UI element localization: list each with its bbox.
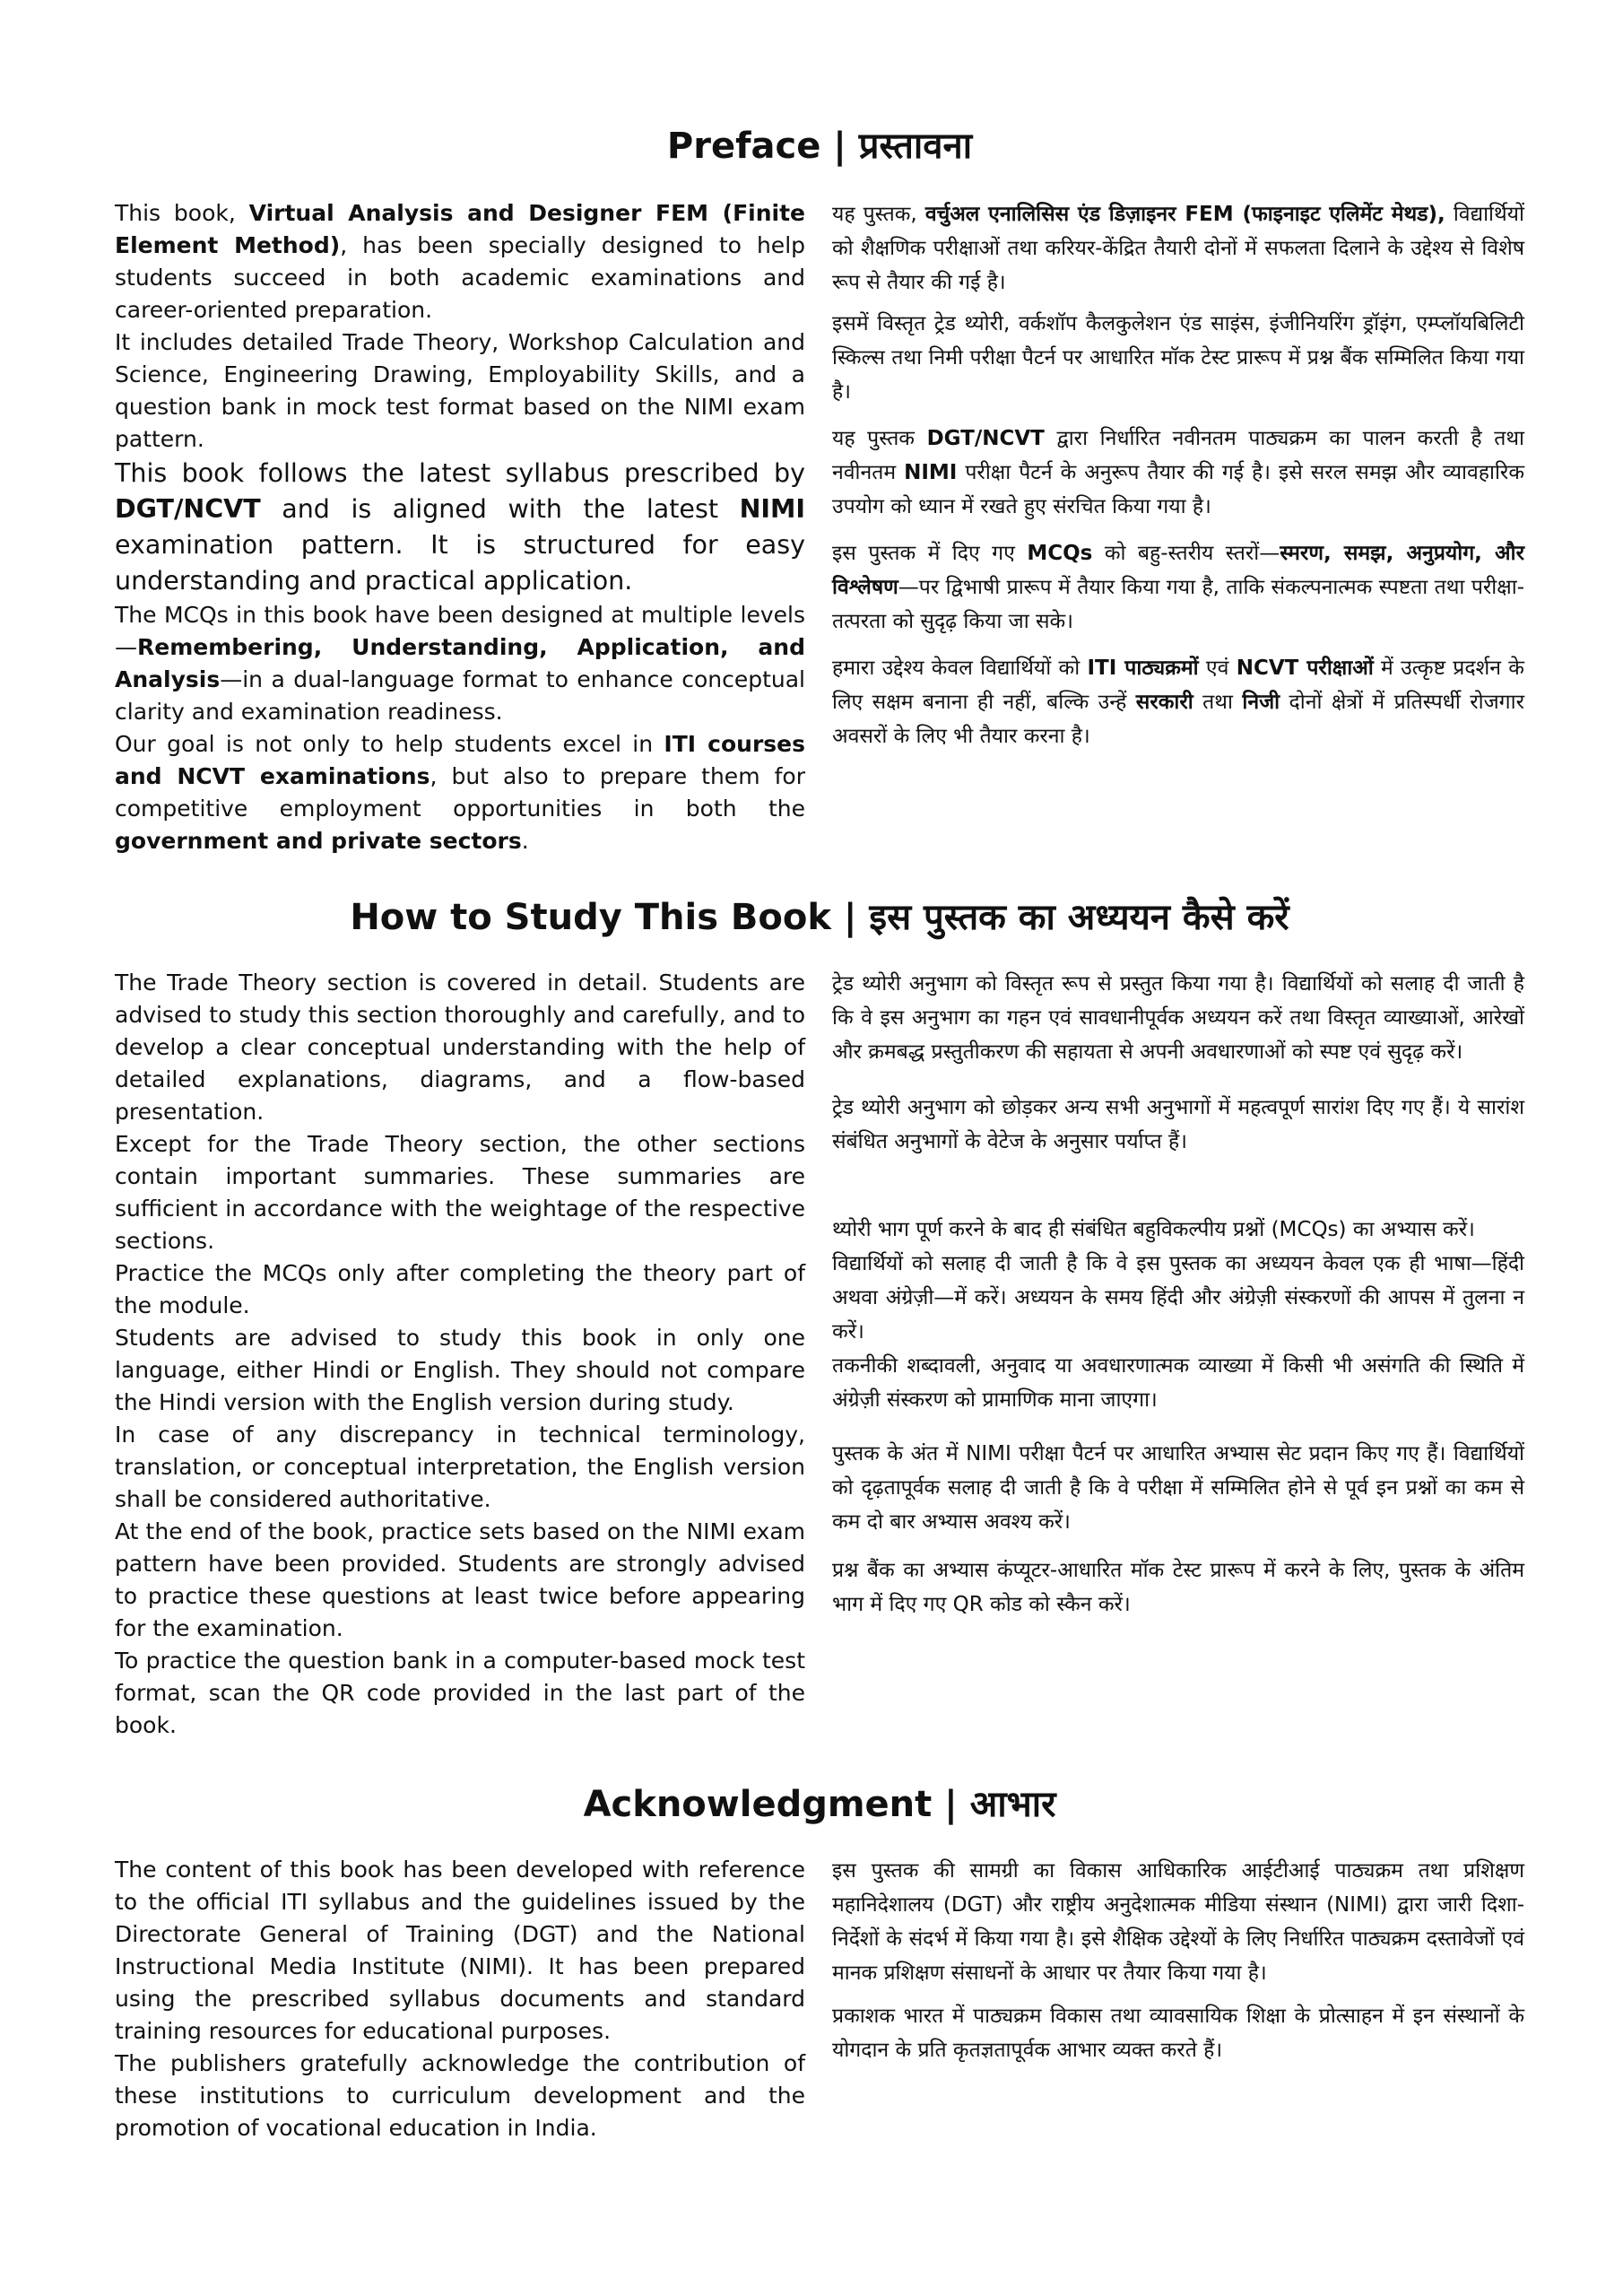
study-en-paragraph: Practice the MCQs only after completing the theory part of the module. [115, 1260, 805, 1318]
bold-text: वर्चुअल एनालिसिस एंड डिज़ाइनर FEM (फाइनाइट एलिमेंट मेथड), [924, 203, 1445, 226]
preface-en-paragraph: Our goal is not only to help students excel in ITI courses and NCVT examinations, but also to prepare them for competitive employment opportunities in both the government and private sectors. [115, 731, 805, 854]
preface-hi-paragraph: इस पुस्तक में दिए गए MCQs को बहु-स्तरीय स्तरों—स्मरण, समझ, अनुप्रयोग, और विश्लेषण—पर द्विभाषी प्रारूप में तैयार किया गया है, ताकि संकल्पनात्मक स्पष्टता तथा परीक्षा-तत्परता को सुदृढ़ किया जा सके। [832, 542, 1524, 633]
study-hi-paragraph: विद्यार्थियों को सलाह दी जाती है कि वे इस पुस्तक का अध्ययन केवल एक ही भाषा—हिंदी अथवा अंग्रेज़ी—में करें। अध्ययन के समय हिंदी और अंग्रेज़ी संस्करणों की आपस में तुलना न करें। [832, 1252, 1524, 1344]
bold-text: MCQs [1027, 542, 1093, 565]
bold-text: Virtual Analysis and Designer FEM (Finite Element Method) [115, 200, 805, 258]
bold-text: निजी [1242, 691, 1280, 714]
preface-en-paragraph: This book, Virtual Analysis and Designer FEM (Finite Element Method), has been specially designed to help students succeed in both academic examinations and career-oriented preparation. [115, 200, 806, 323]
bold-text: ITI पाठ्यक्रमों [1087, 657, 1199, 680]
ack-hi-paragraph: प्रकाशक भारत में पाठ्यक्रम विकास तथा व्यावसायिक शिक्षा के प्रोत्साहन में इन संस्थानों के योगदान के प्रति कृतज्ञतापूर्वक आभार व्यक्त करते हैं। [832, 2005, 1524, 2062]
acknowledgment-section [115, 1782, 1524, 2141]
preface-hi-paragraph: इसमें विस्तृत ट्रेड थ्योरी, वर्कशॉप कैलकुलेशन एंड साइंस, इंजीनियरिंग ड्रॉइंग, एम्प्लॉयबिलिटी स्किल्स तथा निमी परीक्षा पैटर्न पर आधारित मॉक टेस्ट प्रारूप में प्रश्न बैंक सम्मिलित किया गया है। [832, 312, 1524, 404]
bold-text: DGT/NCVT [926, 427, 1045, 450]
ack-english-column [115, 1854, 805, 2144]
preface-en-paragraph: The MCQs in this book have been designed at multiple levels—Remembering, Understanding, Application, and Analysis—in a dual-language format to enhance conceptual clarity and examination readiness. [115, 602, 805, 725]
preface-en-paragraph: It includes detailed Trade Theory, Workshop Calculation and Science, Engineering Drawing, Employability Skills, and a question bank in mock test format based on the NIMI exam pattern. [115, 329, 805, 452]
study-en-paragraph: In case of any discrepancy in technical terminology, translation, or conceptual interpretation, the English version shall be considered authoritative. [115, 1422, 805, 1512]
study-hi-paragraph: थ्योरी भाग पूर्ण करने के बाद ही संबंधित बहुविकल्पीय प्रश्नों (MCQs) का अभ्यास करें। [832, 1218, 1475, 1241]
study-hi-paragraph: तकनीकी शब्दावली, अनुवाद या अवधारणात्मक व्याख्या में किसी भी असंगति की स्थिति में अंग्रेज़ी संस्करण को प्रामाणिक माना जाएगा। [832, 1354, 1524, 1412]
study-hindi-column [832, 967, 1524, 1622]
bold-text: government and private sectors [115, 828, 522, 854]
study-en-paragraph: Students are advised to study this book in only one language, either Hindi or English. They should not compare the Hindi version with the English version during study. [115, 1325, 805, 1415]
bold-text: ITI courses and NCVT examinations [115, 731, 805, 789]
study-english-column [115, 967, 805, 1742]
ack-hi-paragraph: इस पुस्तक की सामग्री का विकास आधिकारिक आईटीआई पाठ्यक्रम तथा प्रशिक्षण महानिदेशालय (DGT) और राष्ट्रीय अनुदेशात्मक मीडिया संस्थान (NIMI) द्वारा जारी दिशा-निर्देशों के संदर्भ में किया गया है। इसे शैक्षिक उद्देश्यों के लिए निर्धारित पाठ्यक्रम दस्तावेजों एवं मानक प्रशिक्षण संसाधनों के आधार पर तैयार किया गया है। [832, 1859, 1524, 1985]
ack-en-paragraph: The content of this book has been developed with reference to the official ITI syllabus and the guidelines issued by the Directorate General of Training (DGT) and the National Instructional Media Institute (NIMI). It has been prepared using the prescribed syllabus documents and standard training resources for educational purposes. [115, 1857, 805, 2044]
ack-hindi-column [832, 1854, 1524, 2067]
bold-text: सरकारी [1135, 691, 1193, 714]
study-en-paragraph: To practice the question bank in a computer-based mock test format, scan the QR code provided in the last part of the book. [115, 1648, 805, 1738]
bold-text: DGT/NCVT [115, 494, 261, 524]
bold-text: NIMI [904, 461, 958, 484]
study-hi-paragraph: ट्रेड थ्योरी अनुभाग को विस्तृत रूप से प्रस्तुत किया गया है। विद्यार्थियों को सलाह दी जाती है कि वे इस अनुभाग का गहन एवं सावधानीपूर्वक अध्ययन करें तथा विस्तृत व्याख्याओं, आरेखों और क्रमबद्ध प्रस्तुतीकरण की सहायता से अपनी अवधारणाओं को स्पष्ट एवं सुदृढ़ करें। [832, 972, 1524, 1064]
bold-text: NCVT परीक्षाओं [1236, 657, 1374, 680]
bold-text: Remembering, Understanding, Application, and Analysis [115, 634, 805, 692]
study-heading: How to Study This Book | इस पुस्तक का अध्ययन कैसे करें [350, 897, 1289, 938]
preface-hindi-column [832, 197, 1524, 753]
preface-section [115, 124, 1524, 854]
preface-english-column [115, 197, 805, 857]
preface-heading: Preface | प्रस्तावना [666, 126, 973, 167]
study-hi-paragraph: प्रश्न बैंक का अभ्यास कंप्यूटर-आधारित मॉक टेस्ट प्रारूप में करने के लिए, पुस्तक के अंतिम भाग में दिए गए QR कोड को स्कैन करें। [832, 1559, 1524, 1616]
preface-hi-paragraph: हमारा उद्देश्य केवल विद्यार्थियों को ITI पाठ्यक्रमों एवं NCVT परीक्षाओं में उत्कृष्ट प्रदर्शन के लिए सक्षम बनाना ही नहीं, बल्कि उन्हें सरकारी तथा निजी दोनों क्षेत्रों में प्रतिस्पर्धी रोजगार अवसरों के लिए भी तैयार करना है। [832, 657, 1524, 748]
study-hi-paragraph: ट्रेड थ्योरी अनुभाग को छोड़कर अन्य सभी अनुभागों में महत्वपूर्ण सारांश दिए गए हैं। ये सारांश संबंधित अनुभागों के वेटेज के अनुसार पर्याप्त हैं। [832, 1096, 1524, 1153]
bold-text: स्मरण, समझ, अनुप्रयोग, और विश्लेषण [832, 542, 1524, 599]
preface-hi-paragraph: यह पुस्तक, वर्चुअल एनालिसिस एंड डिज़ाइनर FEM (फाइनाइट एलिमेंट मेथड), विद्यार्थियों को शैक्षणिक परीक्षाओं तथा करियर-केंद्रित तैयारी दोनों में सफलता दिलाने के उद्देश्य से विशेष रूप से तैयार की गई है। [832, 203, 1524, 294]
study-en-paragraph: Except for the Trade Theory section, the other sections contain important summaries. These summaries are sufficient in accordance with the weightage of the respective sections. [115, 1131, 805, 1254]
ack-en-paragraph: The publishers gratefully acknowledge the contribution of these institutions to curriculum development and the promotion of vocational education in India. [115, 2050, 805, 2141]
study-en-paragraph: The Trade Theory section is covered in detail. Students are advised to study this section thoroughly and carefully, and to develop a clear conceptual understanding with the help of detailed explanations, diagrams, and a flow-based presentation. [115, 970, 805, 1125]
study-section [115, 895, 1524, 1738]
preface-en-paragraph: This book follows the latest syllabus prescribed by DGT/NCVT and is aligned with the latest NIMI examination pattern. It is structured for easy understanding and practical application. [115, 458, 805, 596]
bold-text: NIMI [739, 494, 805, 524]
study-hi-paragraph: पुस्तक के अंत में NIMI परीक्षा पैटर्न पर आधारित अभ्यास सेट प्रदान किए गए हैं। विद्यार्थियों को दृढ़तापूर्वक सलाह दी जाती है कि वे परीक्षा में सम्मिलित होने से पूर्व इन प्रश्नों का कम से कम दो बार अभ्यास अवश्य करें। [832, 1442, 1524, 1534]
study-en-paragraph: At the end of the book, practice sets based on the NIMI exam pattern have been provided. Students are strongly advised to practice these questions at least twice before appearing for the examination. [115, 1518, 805, 1641]
preface-hi-paragraph: यह पुस्तक DGT/NCVT द्वारा निर्धारित नवीनतम पाठ्यक्रम का पालन करती है तथा नवीनतम NIMI परीक्षा पैटर्न के अनुरूप तैयार की गई है। इसे सरल समझ और व्यावहारिक उपयोग को ध्यान में रखते हुए संरचित किया गया है। [832, 427, 1524, 518]
acknowledgment-heading: Acknowledgment | आभार [583, 1784, 1056, 1825]
